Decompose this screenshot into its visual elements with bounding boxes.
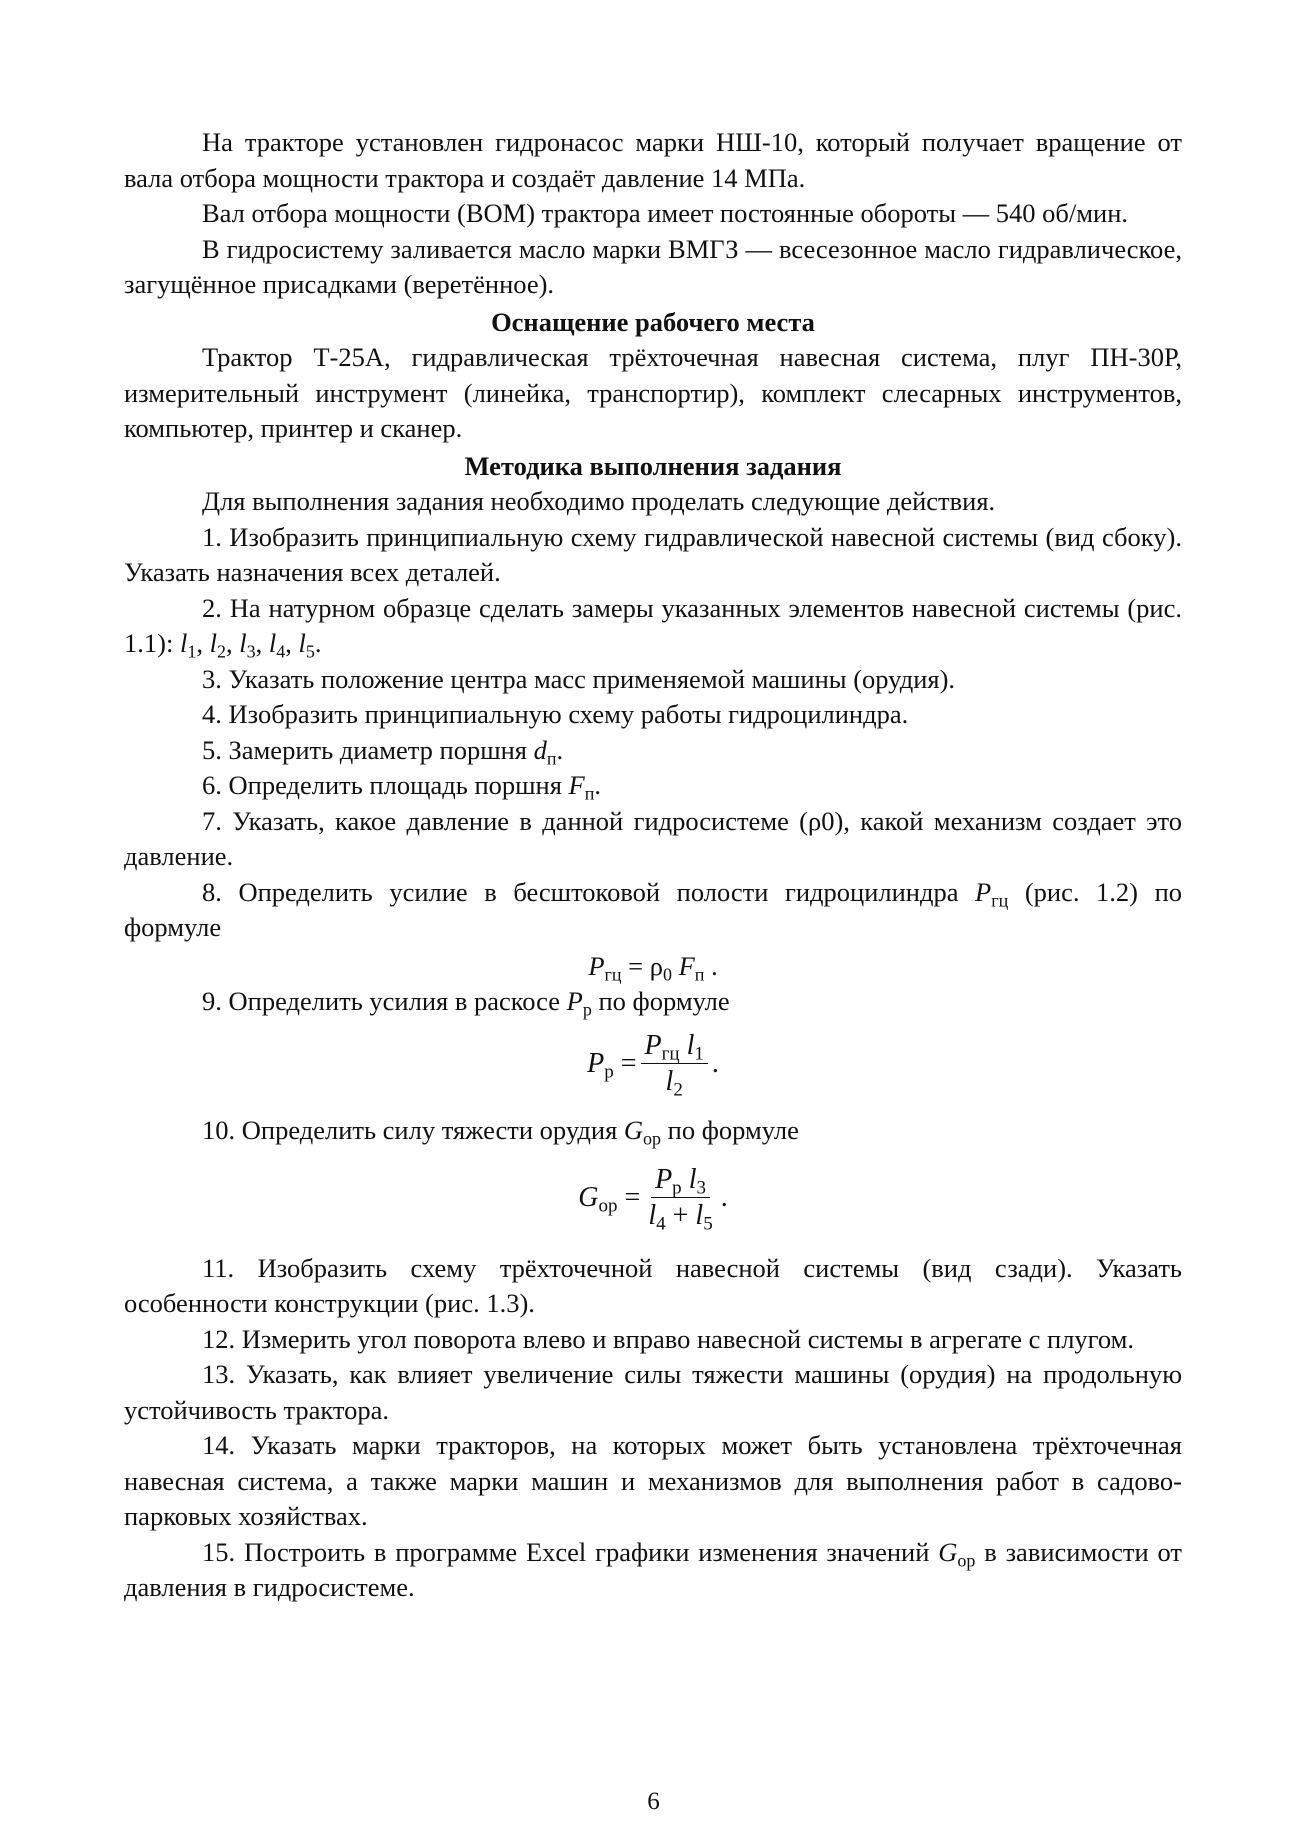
paragraph-pto: Вал отбора мощности (ВОМ) трактора имеет постоянные обороты — 540 об/мин. bbox=[202, 198, 1128, 228]
heading-equipment: Оснащение рабочего места bbox=[491, 306, 815, 337]
step-14: 14. Указать марки тракторов, на которых может быть установлена трёхточечная навесная система, а также марки машин и механизмов для выполнения работ в садово-парковых хозяйствах. bbox=[124, 1430, 1182, 1531]
step-5-text: 5. Замерить диаметр поршня bbox=[202, 734, 534, 765]
step-3: 3. Указать положение центра масс применяемой машины (орудия). bbox=[202, 663, 956, 694]
step-15-tail: в зависимости от давления в гидросистеме. bbox=[124, 1536, 1182, 1602]
paragraph-method-intro: Для выполнения задания необходимо проделать следующие действия. bbox=[202, 486, 996, 516]
heading-method: Методика выполнения задания bbox=[464, 450, 842, 481]
step-9-tail: по формуле bbox=[591, 985, 730, 1016]
step-8-tail: (рис. 1.2) по формуле bbox=[124, 876, 1182, 942]
step-8-text: 8. Определить усилие в бесштоковой полости гидроцилиндра bbox=[202, 876, 976, 907]
step-10-tail: по формуле bbox=[661, 1115, 799, 1145]
step-6: 6. Определить площадь поршня $F_п$. bbox=[202, 770, 601, 804]
step-2: 2. На натурном образце сделать замеры указанных элементов навесной системы (рис. 1.1): $l_1$, $l_2$, $l_3$, $l_4$, $l_5$. bbox=[124, 592, 1182, 662]
step-10: 10. Определить силу тяжести орудия $G_{ор}$ по формуле bbox=[202, 1115, 799, 1149]
step-10-text: 10. Определить силу тяжести орудия bbox=[202, 1115, 624, 1145]
step-5: 5. Замерить диаметр поршня $d_п$. bbox=[202, 734, 564, 768]
formula-brace-force: $P_р$ = $\frac{P_{гц} l_1}{l_2}$ . bbox=[587, 1030, 719, 1101]
page-number: 6 bbox=[647, 1788, 660, 1815]
step-15: 15. Построить в программе Excel графики изменения значений $G_{ор}$ в зависимости от давления в гидросистеме. bbox=[124, 1536, 1182, 1602]
page-content bbox=[124, 125, 1182, 1606]
step-13: 13. Указать, как влияет увеличение силы тяжести машины (орудия) на продольную устойчивость трактора. bbox=[124, 1359, 1182, 1425]
step-9-text: 9. Определить усилия в раскосе bbox=[202, 985, 567, 1016]
step-7: 7. Указать, какое давление в данной гидросистеме (ρ0), какой механизм создает это давление. bbox=[124, 805, 1182, 871]
step-4: 4. Изобразить принципиальную схему работы гидроцилиндра. bbox=[202, 699, 909, 729]
fraction: $\frac{P_р l_3}{l_4 + l_5}$ bbox=[648, 1163, 713, 1235]
paragraph-pump: На тракторе установлен гидронасос марки НШ-10, который получает вращение от вала отбора мощности трактора и создаёт давление 14 МПа. bbox=[124, 127, 1182, 193]
paragraph-oil: В гидросистему заливается масло марки ВМГЗ — всесезонное масло гидравлическое, загущённое присадками (веретённое). bbox=[124, 233, 1182, 299]
step-9: 9. Определить усилия в раскосе $P_р$ по формуле bbox=[202, 985, 730, 1019]
step-11: 11. Изобразить схему трёхточечной навесной системы (вид сзади). Указать особенности конструкции (рис. 1.3). bbox=[124, 1252, 1182, 1318]
formula-implement-weight: $G_{ор}$ = $\frac{P_р l_3}{l_4 + l_5}$ . bbox=[578, 1163, 728, 1235]
step-6-text: 6. Определить площадь поршня bbox=[202, 770, 569, 800]
formula-piston-force: $P_{гц} = \rho_0$ $F_п$ . bbox=[588, 950, 718, 984]
step-12: 12. Измерить угол поворота влево и вправо навесной системы в агрегате с плугом. bbox=[202, 1323, 1135, 1354]
step-15-text: 15. Построить в программе Excel графики изменения значений bbox=[202, 1536, 939, 1567]
step-2-text: 2. На натурном образце сделать замеры указанных элементов навесной системы (рис. 1.1): bbox=[124, 592, 1182, 658]
fraction: $\frac{P_{гц} l_1}{l_2}$ bbox=[641, 1030, 708, 1098]
step-8: 8. Определить усилие в бесштоковой полости гидроцилиндра $P_{гц}$ (рис. 1.2) по формуле bbox=[124, 876, 1182, 942]
paragraph-equipment: Трактор Т-25А, гидравлическая трёхточечная навесная система, плуг ПН-30Р, измерительный инструмент (линейка, транспортир), комплект слесарных инструментов, компьютер, принтер и сканер. bbox=[124, 342, 1182, 443]
step-1: 1. Изобразить принципиальную схему гидравлической навесной системы (вид сбоку). Указать назначения всех деталей. bbox=[124, 521, 1182, 587]
